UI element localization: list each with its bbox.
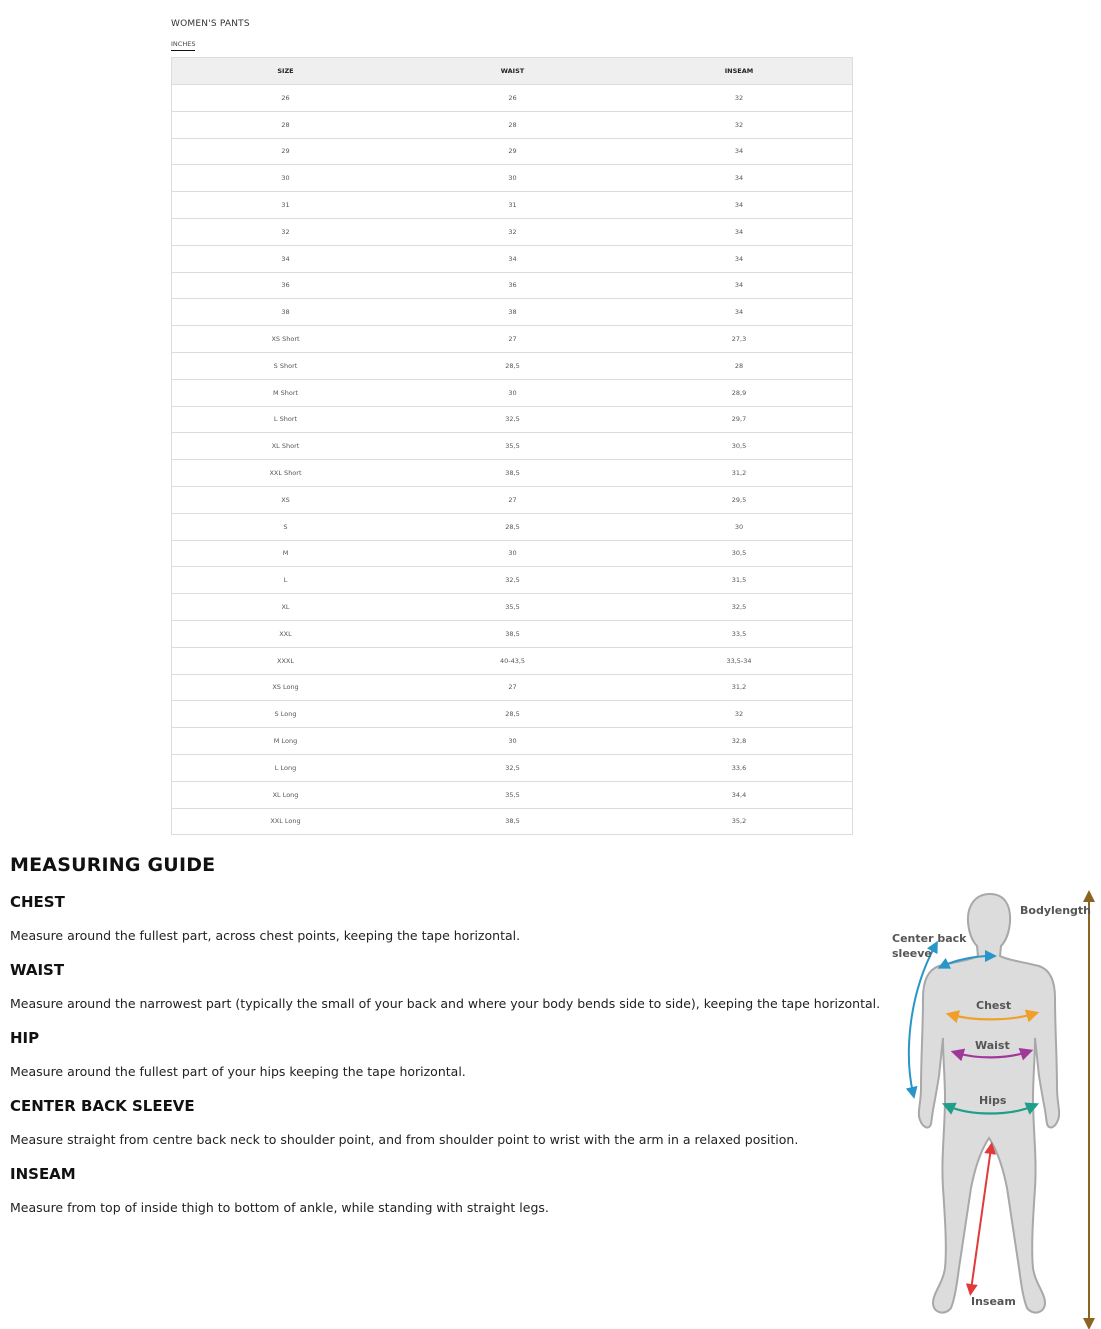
cell-inseam: 31,2 bbox=[626, 460, 853, 487]
cell-inseam: 34 bbox=[626, 272, 853, 299]
table-row bbox=[172, 486, 853, 513]
label-sleeve: sleeve bbox=[892, 947, 932, 960]
cell-inseam: 28,9 bbox=[626, 379, 853, 406]
cell-size: 30 bbox=[172, 165, 400, 192]
cell-inseam: 34 bbox=[626, 165, 853, 192]
cell-waist: 26 bbox=[399, 85, 626, 112]
table-row bbox=[172, 85, 853, 112]
cell-waist: 35,5 bbox=[399, 781, 626, 808]
cell-waist: 29 bbox=[399, 138, 626, 165]
cell-inseam: 30,5 bbox=[626, 540, 853, 567]
size-chart bbox=[171, 17, 853, 835]
cell-inseam: 34 bbox=[626, 218, 853, 245]
cell-size: 32 bbox=[172, 218, 400, 245]
label-inseam: Inseam bbox=[971, 1295, 1016, 1308]
table-row bbox=[172, 460, 853, 487]
table-row bbox=[172, 513, 853, 540]
cell-waist: 27 bbox=[399, 674, 626, 701]
cell-inseam: 29,5 bbox=[626, 486, 853, 513]
body-measurement-figure bbox=[885, 888, 1101, 1329]
cell-inseam: 34 bbox=[626, 299, 853, 326]
cell-size: 29 bbox=[172, 138, 400, 165]
cell-size: L Short bbox=[172, 406, 400, 433]
cell-size: 28 bbox=[172, 111, 400, 138]
cell-waist: 28 bbox=[399, 111, 626, 138]
cell-size: M bbox=[172, 540, 400, 567]
table-row bbox=[172, 594, 853, 621]
cell-size: S bbox=[172, 513, 400, 540]
guide-section-inseam bbox=[10, 1163, 880, 1218]
cell-waist: 30 bbox=[399, 728, 626, 755]
cell-inseam: 28 bbox=[626, 352, 853, 379]
cell-inseam: 27,3 bbox=[626, 326, 853, 353]
cell-inseam: 31,5 bbox=[626, 567, 853, 594]
table-row bbox=[172, 272, 853, 299]
cell-inseam: 34 bbox=[626, 138, 853, 165]
cell-inseam: 34 bbox=[626, 192, 853, 219]
table-row bbox=[172, 567, 853, 594]
guide-section-hip bbox=[10, 1027, 880, 1082]
table-row bbox=[172, 781, 853, 808]
guide-section-chest bbox=[10, 891, 880, 946]
cell-waist: 35,5 bbox=[399, 594, 626, 621]
cell-inseam: 32 bbox=[626, 111, 853, 138]
cell-waist: 34 bbox=[399, 245, 626, 272]
chart-title: WOMEN'S PANTS bbox=[171, 19, 250, 29]
section-text: Measure around the fullest part, across chest points, keeping the tape horizontal. bbox=[10, 928, 521, 943]
cell-size: XL bbox=[172, 594, 400, 621]
cell-waist: 32,5 bbox=[399, 406, 626, 433]
label-center-back: Center back bbox=[892, 932, 967, 945]
cell-waist: 38 bbox=[399, 299, 626, 326]
column-header-waist: WAIST bbox=[399, 58, 626, 85]
table-row bbox=[172, 808, 853, 835]
section-heading: WAIST bbox=[10, 961, 65, 979]
cell-waist: 36 bbox=[399, 272, 626, 299]
section-text: Measure around the narrowest part (typically the small of your back and where your body bends side to side), keeping the tape horizontal. bbox=[10, 996, 881, 1011]
cell-size: XXL Long bbox=[172, 808, 400, 835]
cell-waist: 40-43,5 bbox=[399, 647, 626, 674]
cell-inseam: 33,6 bbox=[626, 754, 853, 781]
cell-inseam: 34 bbox=[626, 245, 853, 272]
cell-size: 31 bbox=[172, 192, 400, 219]
cell-inseam: 32 bbox=[626, 701, 853, 728]
label-hips: Hips bbox=[979, 1094, 1007, 1107]
cell-inseam: 32,5 bbox=[626, 594, 853, 621]
cell-size: M Long bbox=[172, 728, 400, 755]
table-header-row bbox=[172, 58, 853, 85]
table-row bbox=[172, 138, 853, 165]
cell-waist: 31 bbox=[399, 192, 626, 219]
section-heading: INSEAM bbox=[10, 1165, 76, 1183]
cell-inseam: 33,5-34 bbox=[626, 647, 853, 674]
cell-size: XXXL bbox=[172, 647, 400, 674]
cell-waist: 38,5 bbox=[399, 620, 626, 647]
cell-waist: 32,5 bbox=[399, 754, 626, 781]
section-heading: HIP bbox=[10, 1029, 40, 1047]
cell-waist: 28,5 bbox=[399, 513, 626, 540]
section-heading: CHEST bbox=[10, 893, 65, 911]
cell-size: XXL bbox=[172, 620, 400, 647]
cell-waist: 32,5 bbox=[399, 567, 626, 594]
cell-waist: 28,5 bbox=[399, 701, 626, 728]
section-text: Measure around the fullest part of your hips keeping the tape horizontal. bbox=[10, 1064, 466, 1079]
table-row bbox=[172, 406, 853, 433]
cell-size: 38 bbox=[172, 299, 400, 326]
tab-inches[interactable]: INCHES bbox=[171, 40, 195, 51]
table-row bbox=[172, 326, 853, 353]
cell-size: XL Long bbox=[172, 781, 400, 808]
cell-size: XL Short bbox=[172, 433, 400, 460]
cell-size: XS Short bbox=[172, 326, 400, 353]
cell-inseam: 35,2 bbox=[626, 808, 853, 835]
cell-inseam: 31,2 bbox=[626, 674, 853, 701]
cell-size: S Long bbox=[172, 701, 400, 728]
cell-inseam: 30,5 bbox=[626, 433, 853, 460]
cell-waist: 35,5 bbox=[399, 433, 626, 460]
cell-waist: 27 bbox=[399, 326, 626, 353]
cell-size: XXL Short bbox=[172, 460, 400, 487]
cell-inseam: 32 bbox=[626, 85, 853, 112]
table-row bbox=[172, 245, 853, 272]
cell-inseam: 32,8 bbox=[626, 728, 853, 755]
section-text: Measure straight from centre back neck to shoulder point, and from shoulder point to wrist with the arm in a relaxed position. bbox=[10, 1132, 799, 1147]
cell-size: XS Long bbox=[172, 674, 400, 701]
cell-waist: 30 bbox=[399, 165, 626, 192]
table-row bbox=[172, 433, 853, 460]
section-heading: CENTER BACK SLEEVE bbox=[10, 1097, 195, 1115]
cell-size: 26 bbox=[172, 85, 400, 112]
cell-inseam: 30 bbox=[626, 513, 853, 540]
table-row bbox=[172, 192, 853, 219]
table-row bbox=[172, 620, 853, 647]
cell-size: L Long bbox=[172, 754, 400, 781]
cell-size: 34 bbox=[172, 245, 400, 272]
table-row bbox=[172, 540, 853, 567]
cell-waist: 27 bbox=[399, 486, 626, 513]
cell-waist: 38,5 bbox=[399, 460, 626, 487]
cell-waist: 32 bbox=[399, 218, 626, 245]
guide-section-waist bbox=[10, 959, 880, 1014]
cell-inseam: 34,4 bbox=[626, 781, 853, 808]
column-header-size: SIZE bbox=[172, 58, 400, 85]
size-table bbox=[171, 57, 853, 835]
cell-size: 36 bbox=[172, 272, 400, 299]
cell-size: XS bbox=[172, 486, 400, 513]
table-row bbox=[172, 111, 853, 138]
measuring-guide bbox=[10, 852, 880, 1218]
table-row bbox=[172, 647, 853, 674]
cell-size: L bbox=[172, 567, 400, 594]
table-row bbox=[172, 352, 853, 379]
cell-waist: 30 bbox=[399, 540, 626, 567]
table-row bbox=[172, 754, 853, 781]
label-waist: Waist bbox=[975, 1039, 1010, 1052]
table-row bbox=[172, 701, 853, 728]
guide-section-center-back-sleeve bbox=[10, 1095, 880, 1150]
cell-inseam: 33,5 bbox=[626, 620, 853, 647]
section-text: Measure from top of inside thigh to bottom of ankle, while standing with straight legs. bbox=[10, 1200, 549, 1215]
guide-title: MEASURING GUIDE bbox=[10, 854, 216, 876]
table-row bbox=[172, 165, 853, 192]
cell-size: M Short bbox=[172, 379, 400, 406]
label-chest: Chest bbox=[976, 999, 1012, 1012]
table-row bbox=[172, 379, 853, 406]
table-body bbox=[172, 85, 853, 835]
label-bodylength: Bodylength bbox=[1020, 904, 1092, 917]
cell-inseam: 29,7 bbox=[626, 406, 853, 433]
table-row bbox=[172, 299, 853, 326]
cell-waist: 38,5 bbox=[399, 808, 626, 835]
cell-waist: 28,5 bbox=[399, 352, 626, 379]
table-row bbox=[172, 218, 853, 245]
column-header-inseam: INSEAM bbox=[626, 58, 853, 85]
cell-size: S Short bbox=[172, 352, 400, 379]
cell-waist: 30 bbox=[399, 379, 626, 406]
table-row bbox=[172, 728, 853, 755]
table-row bbox=[172, 674, 853, 701]
